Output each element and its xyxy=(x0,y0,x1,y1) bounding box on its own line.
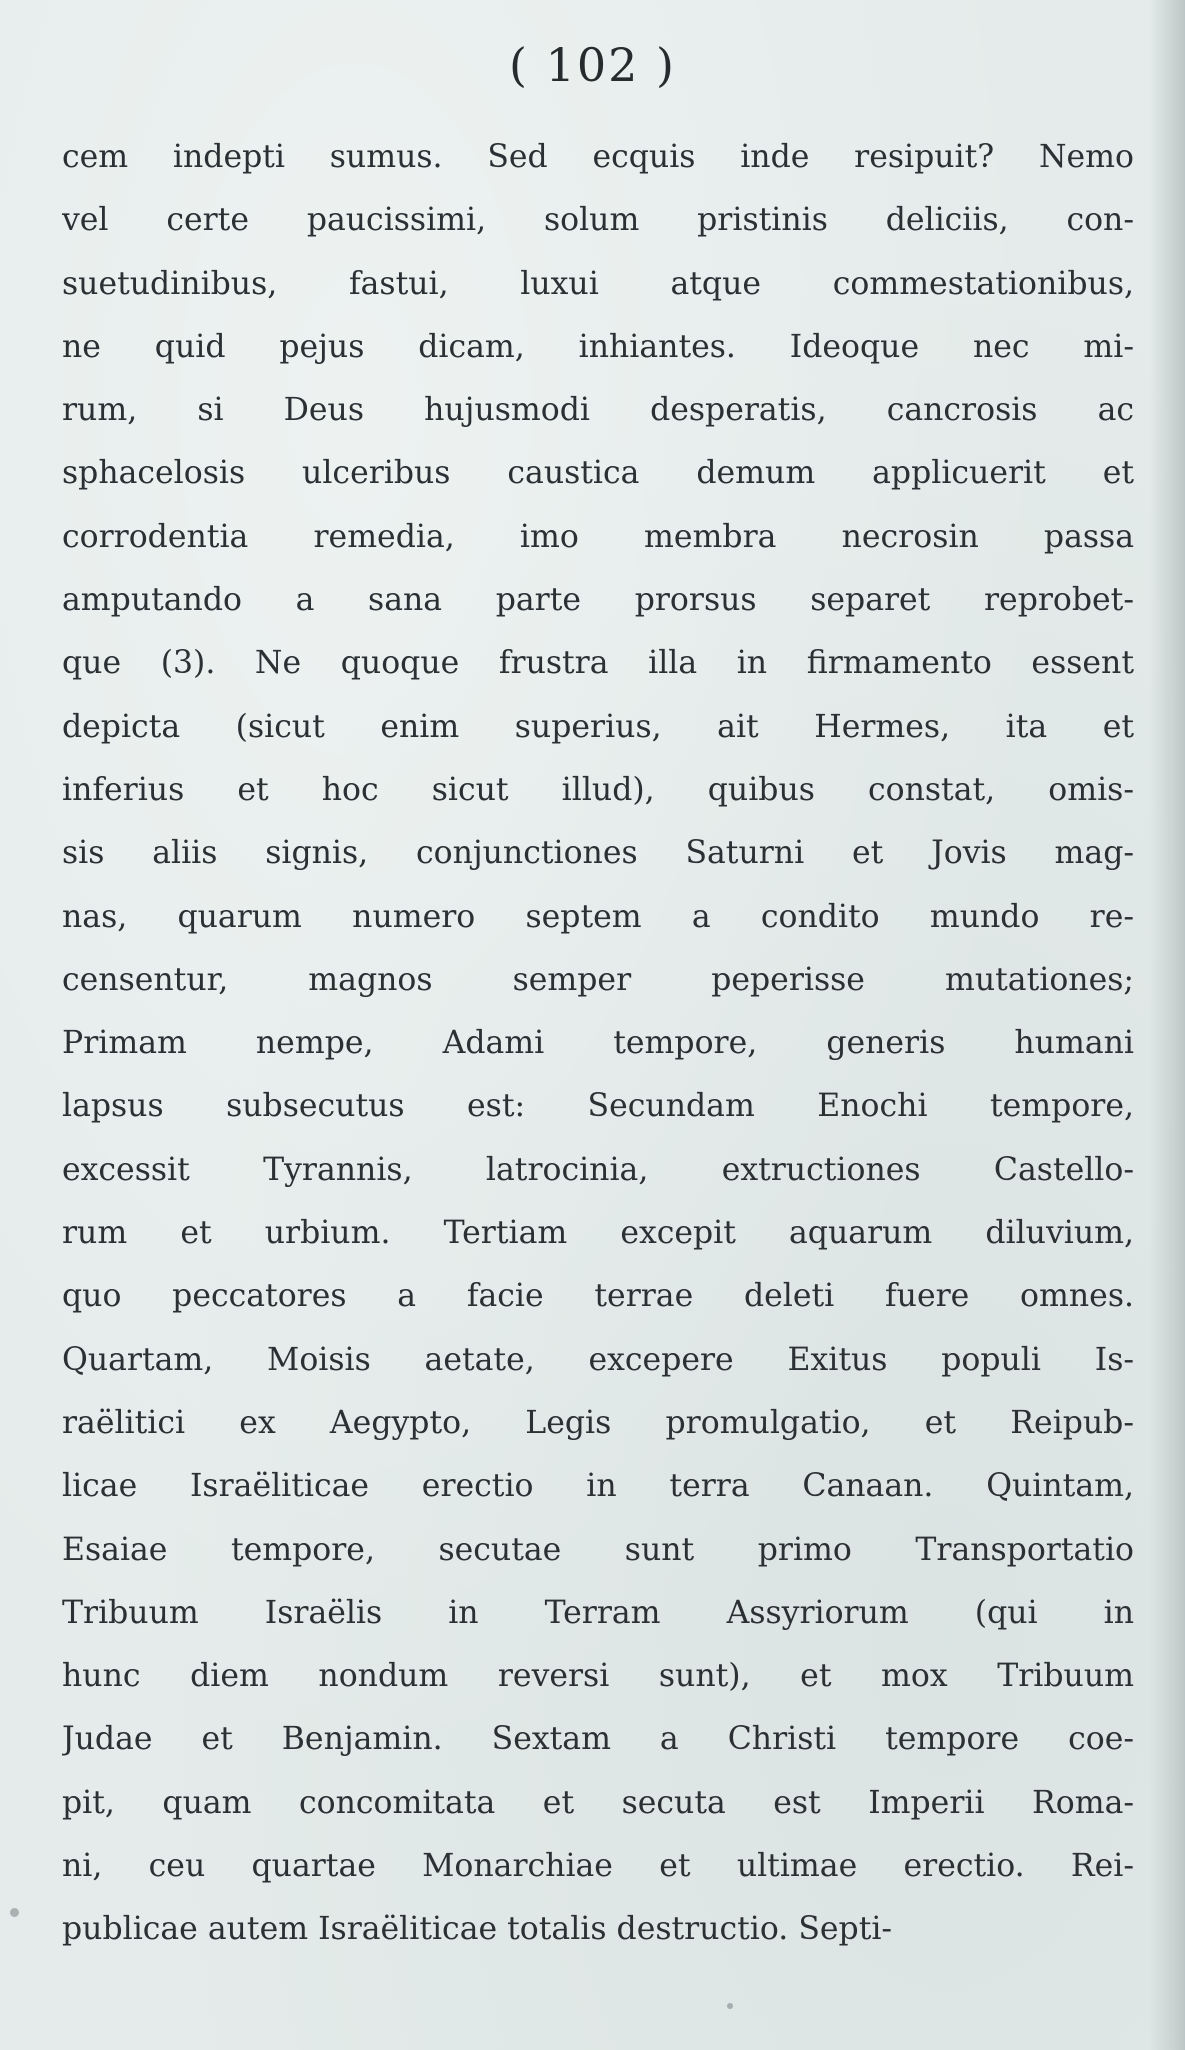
text-line: pit, quam concomitata et secuta est Imperii Roma- xyxy=(62,1784,1134,1821)
text-line: cem indepti sumus. Sed ecquis inde resipuit? Nemo xyxy=(62,139,1134,175)
text-line: sis aliis signis, conjunctiones Saturni et Jovis mag- xyxy=(62,835,1134,872)
text-line: Esaiae tempore, secutae sunt primo Transportatio xyxy=(62,1531,1134,1568)
text-line: publicae autem Israëliticae totalis destructio. Septi- xyxy=(62,1911,893,1948)
text-line: nas, quarum numero septem a condito mundo re- xyxy=(62,898,1134,935)
text-line: depicta (sicut enim superius, ait Hermes, ita et xyxy=(62,708,1134,745)
text-line: corrodentia remedia, imo membra necrosin passa xyxy=(62,518,1134,555)
text-line: licae Israëliticae erectio in terra Canaan. Quintam, xyxy=(62,1468,1134,1505)
text-line: sphacelosis ulceribus caustica demum applicuerit et xyxy=(62,455,1134,492)
text-line: suetudinibus, fastui, luxui atque commestationibus, xyxy=(62,265,1134,302)
text-line: Quartam, Moisis aetate, excepere Exitus populi Is- xyxy=(62,1341,1134,1378)
text-line: vel certe paucissimi, solum pristinis deliciis, con- xyxy=(62,202,1134,239)
text-line: amputando a sana parte prorsus separet reprobet- xyxy=(62,582,1134,619)
text-line: Primam nempe, Adami tempore, generis humani xyxy=(62,1025,1134,1062)
text-line: lapsus subsecutus est: Secundam Enochi tempore, xyxy=(62,1088,1134,1125)
text-line: Tribuum Israëlis in Terram Assyriorum (qui in xyxy=(62,1594,1134,1631)
text-line: ne quid pejus dicam, inhiantes. Ideoque nec mi- xyxy=(62,328,1134,365)
text-line: raëlitici ex Aegypto, Legis promulgatio, et Reipub- xyxy=(62,1404,1134,1441)
paper-speck xyxy=(727,2003,733,2009)
text-line: censentur, magnos semper peperisse mutationes; xyxy=(62,961,1134,998)
text-line: rum, si Deus hujusmodi desperatis, cancrosis ac xyxy=(62,392,1134,429)
text-line: rum et urbium. Tertiam excepit aquarum diluvium, xyxy=(62,1215,1134,1252)
page-number-header: ( 102 ) xyxy=(509,38,676,92)
text-line: que (3). Ne quoque frustra illa in firmamento essent xyxy=(62,645,1134,682)
text-line: Judae et Benjamin. Sextam a Christi tempore coe- xyxy=(62,1721,1134,1758)
body-text xyxy=(62,126,1134,1962)
text-line: quo peccatores a facie terrae deleti fuere omnes. xyxy=(62,1278,1134,1315)
text-line: hunc diem nondum reversi sunt), et mox Tribuum xyxy=(62,1658,1134,1695)
text-line: inferius et hoc sicut illud), quibus constat, omis- xyxy=(62,771,1134,808)
page-edge-shadow xyxy=(1149,0,1185,2050)
paper-speck xyxy=(10,1908,19,1917)
text-line: ni, ceu quartae Monarchiae et ultimae erectio. Rei- xyxy=(62,1848,1134,1885)
text-line: excessit Tyrannis, latrocinia, extructiones Castello- xyxy=(62,1151,1134,1188)
